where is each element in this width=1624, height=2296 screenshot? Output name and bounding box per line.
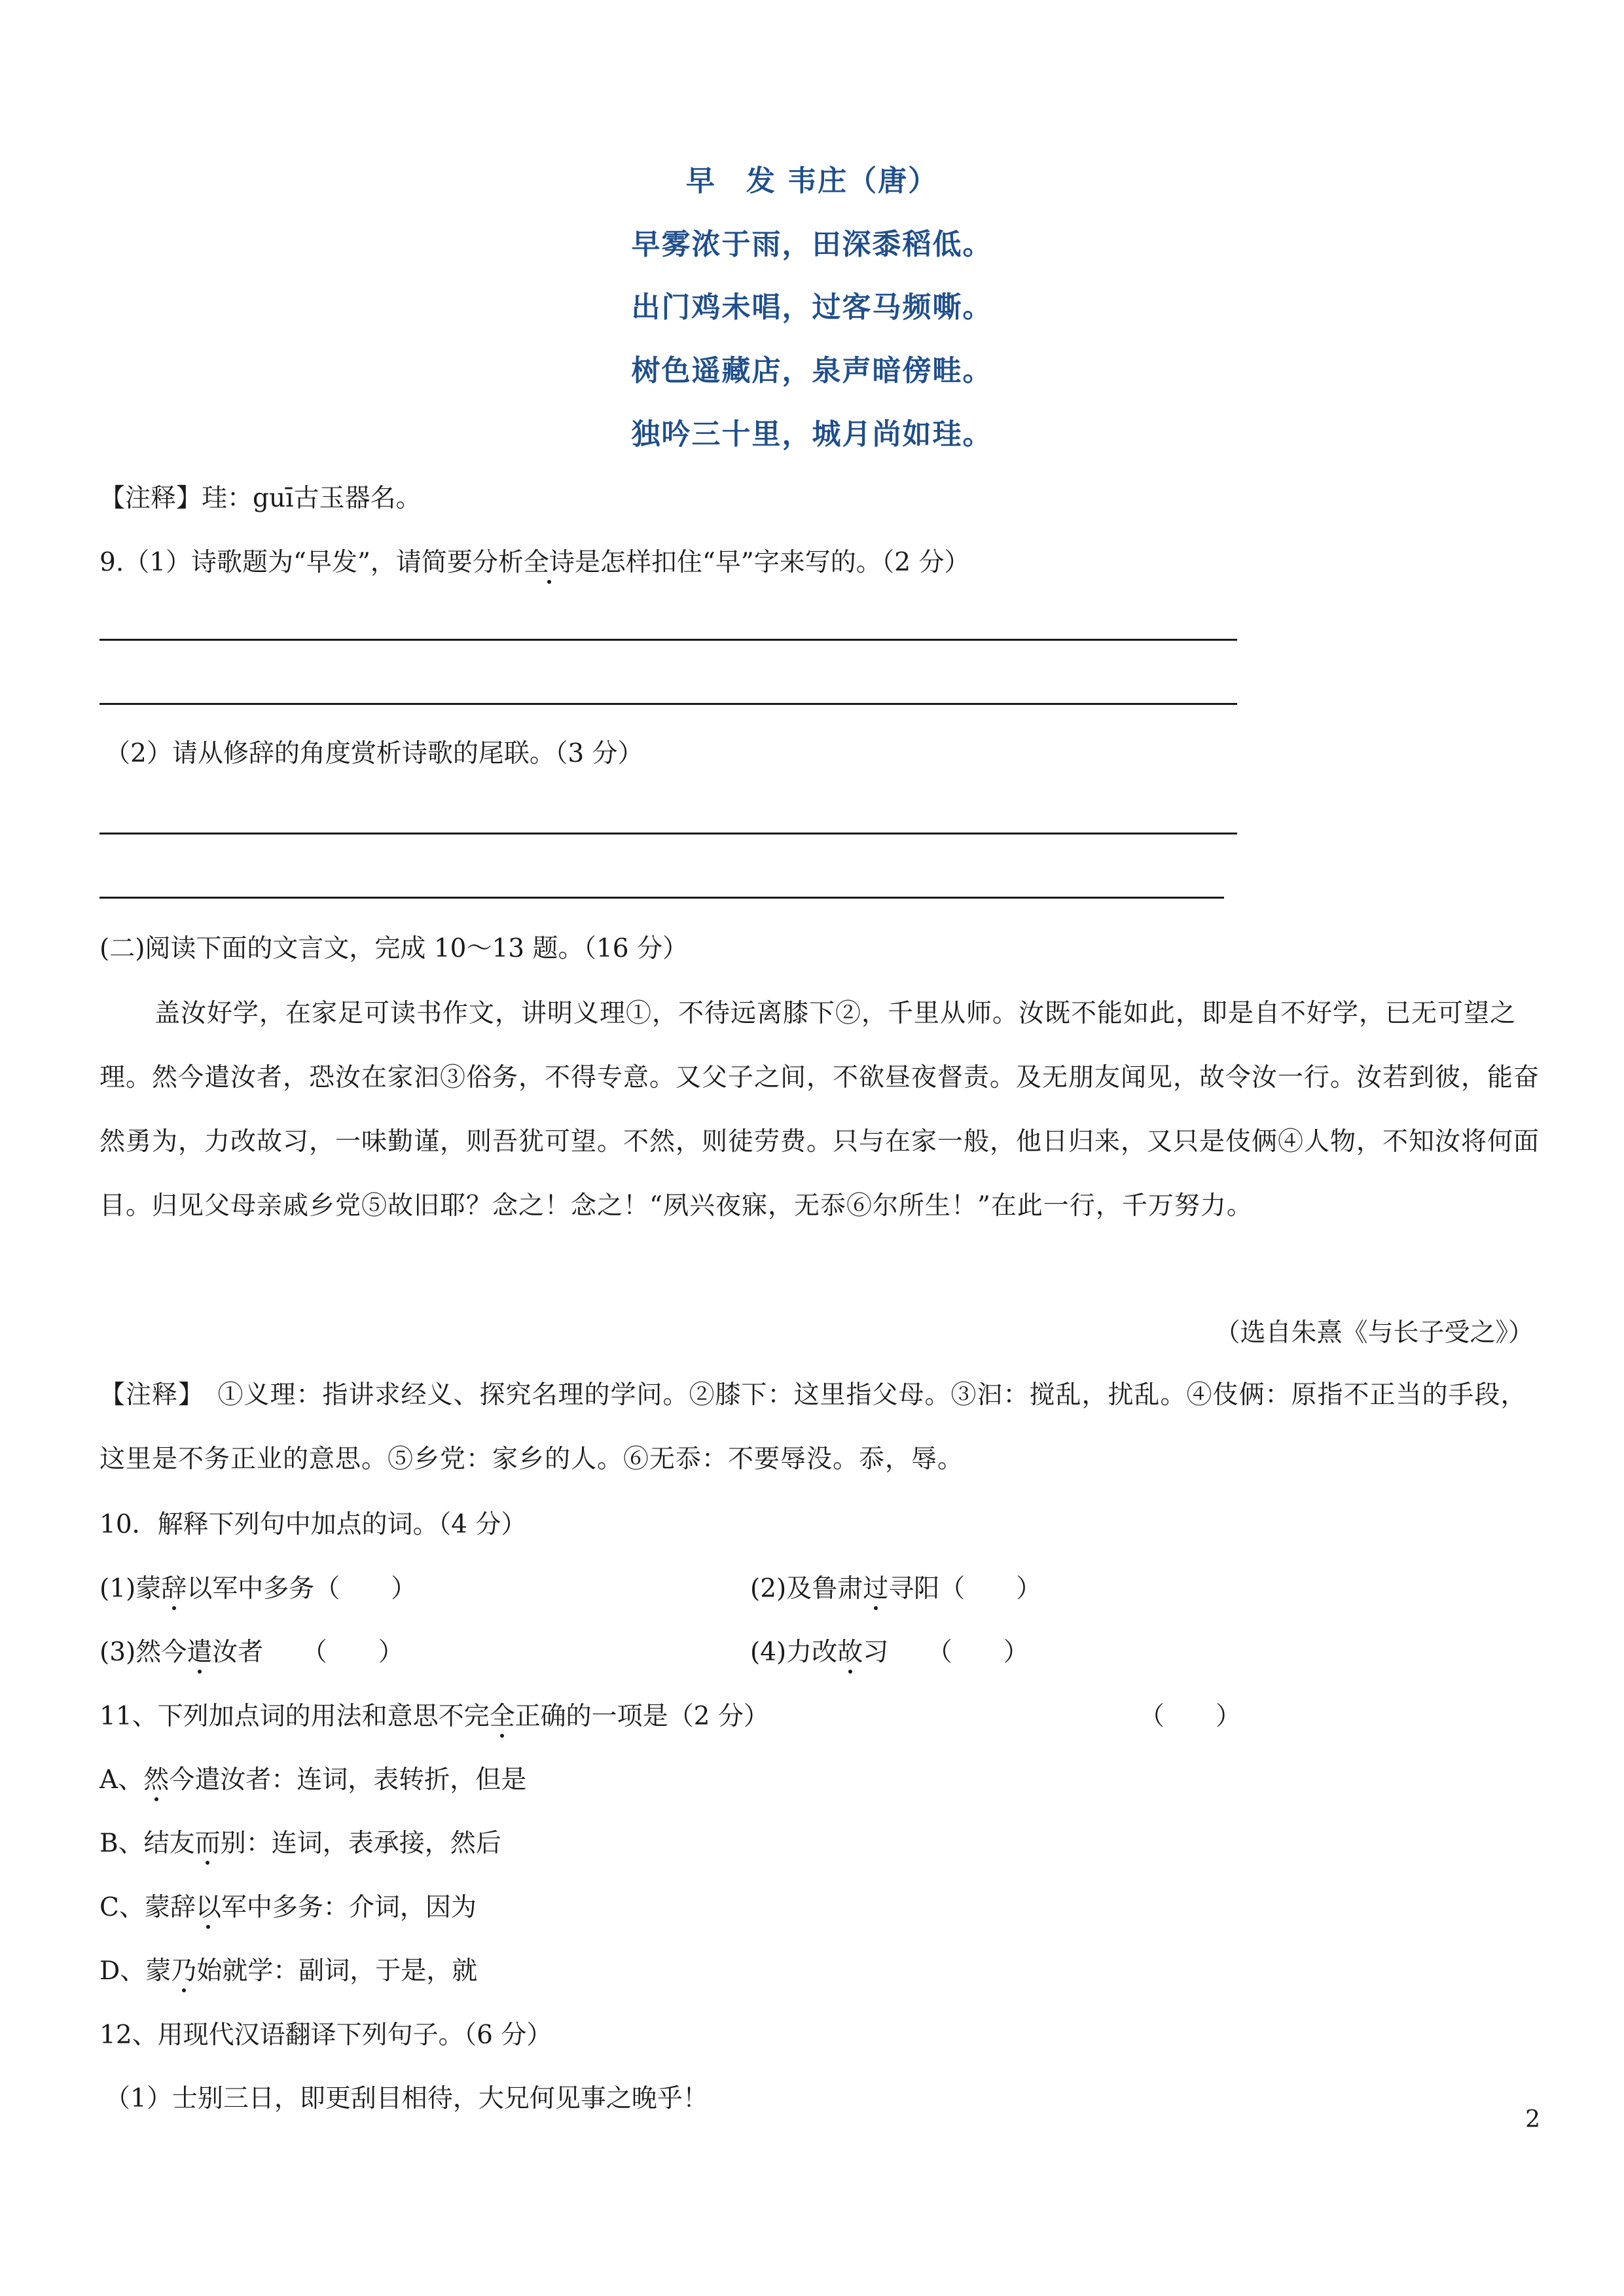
dotted-word: 然 bbox=[143, 1765, 170, 1795]
answer-line bbox=[99, 703, 1237, 705]
dotted-word: 不完全正确 bbox=[438, 1702, 566, 1731]
q9-part2: （2）请从修辞的角度赏析诗歌的尾联。（3 分） bbox=[105, 739, 643, 768]
q11-option-a: A、然今遣汝者：连词，表转折，但是 bbox=[99, 1765, 527, 1795]
dotted-word: 而 bbox=[194, 1829, 221, 1858]
q11-option-b: B、结友而别：连词，表承接，然后 bbox=[99, 1829, 501, 1858]
poem-line-4: 独吟三十里，城月尚如珪。 bbox=[631, 418, 993, 451]
q12-stem: 12、用现代汉语翻译下列句子。（6 分） bbox=[99, 2020, 552, 2050]
q10-item-3: (3)然今遣汝者 （ ） bbox=[99, 1638, 404, 1667]
passage-source: （选自朱熹《与长子受之》） bbox=[1214, 1318, 1534, 1348]
poem-line-1: 早雾浓于雨，田深黍稻低。 bbox=[631, 228, 993, 261]
q10-item-4: (4)力改故习 （ ） bbox=[750, 1638, 1029, 1667]
dotted-word: 全诗 bbox=[523, 548, 575, 577]
dotted-word: 以 bbox=[195, 1893, 221, 1922]
answer-line bbox=[99, 897, 1224, 899]
q12-sentence-1: （1）士别三日，即更刮目相待，大兄何见事之晚乎！ bbox=[105, 2084, 708, 2113]
q9-part1: 9.（1）诗歌题为“早发”，请简要分析全诗是怎样扣住“早”字来写的。（2 分） bbox=[99, 548, 970, 577]
section2-heading: (二)阅读下面的文言文，完成 10～13 题。（16 分） bbox=[99, 934, 689, 963]
answer-line bbox=[99, 639, 1237, 641]
answer-line bbox=[99, 833, 1237, 834]
poem-line-2: 出门鸡未唱，过客马频嘶。 bbox=[631, 291, 993, 324]
page-number: 2 bbox=[1525, 2106, 1540, 2133]
dotted-word: 故 bbox=[837, 1638, 863, 1667]
dotted-word: 遣 bbox=[187, 1638, 213, 1667]
q11-option-d: D、蒙乃始就学：副词，于是，就 bbox=[99, 1956, 478, 1986]
passage-notes: 【注释】 ①义理：指讲求经义、探究名理的学问。②膝下：这里指父母。③汩：搅乱，扰乱。④伎俩：原指不正当的手段，这里是不务正业的意思。⑤乡党：家乡的人。⑥无忝：不要辱没。忝，辱。 bbox=[99, 1380, 1527, 1474]
poem-note: 【注释】珪：guī古玉器名。 bbox=[99, 484, 422, 513]
q10-item-1: (1)蒙辞以军中多务（ ） bbox=[99, 1574, 417, 1604]
q10-stem: 10．解释下列句中加点的词。（4 分） bbox=[99, 1510, 527, 1539]
dotted-word: 过 bbox=[863, 1574, 889, 1604]
poem-title: 早 发 韦庄（唐） bbox=[685, 164, 939, 198]
q11-answer-paren: （ ） bbox=[1139, 1702, 1242, 1731]
dotted-word: 乃 bbox=[171, 1956, 197, 1986]
q11-stem: 11、下列加点词的用法和意思不完全正确的一项是（2 分） bbox=[99, 1702, 769, 1731]
q11-option-c: C、蒙辞以军中多务：介词，因为 bbox=[99, 1893, 477, 1922]
classical-passage: 盖汝好学，在家足可读书作文，讲明义理①，不待远离膝下②，千里从师。汝既不能如此，即是自不好学，已无可望之理。然今遣汝者，恐汝在家汩③俗务，不得专意。又父子之间，不欲昼夜督责。及无朋友闻见，故令汝一行。汝若到彼，能奋然勇为，力改故习，一味勤谨，则吾犹可望。不然，则徒劳费。只与在家一般，他日归来，又只是伎俩④人物，不知汝将何面目。归见父母亲戚乡党⑤故旧耶？念之！念之！“夙兴夜寐，无忝⑥尔所生！”在此一行，千万努力。 bbox=[99, 999, 1540, 1221]
q10-item-2: (2)及鲁肃过寻阳（ ） bbox=[750, 1574, 1042, 1604]
dotted-word: 辞 bbox=[161, 1574, 187, 1604]
poem-line-3: 树色遥藏店，泉声暗傍畦。 bbox=[631, 354, 993, 387]
